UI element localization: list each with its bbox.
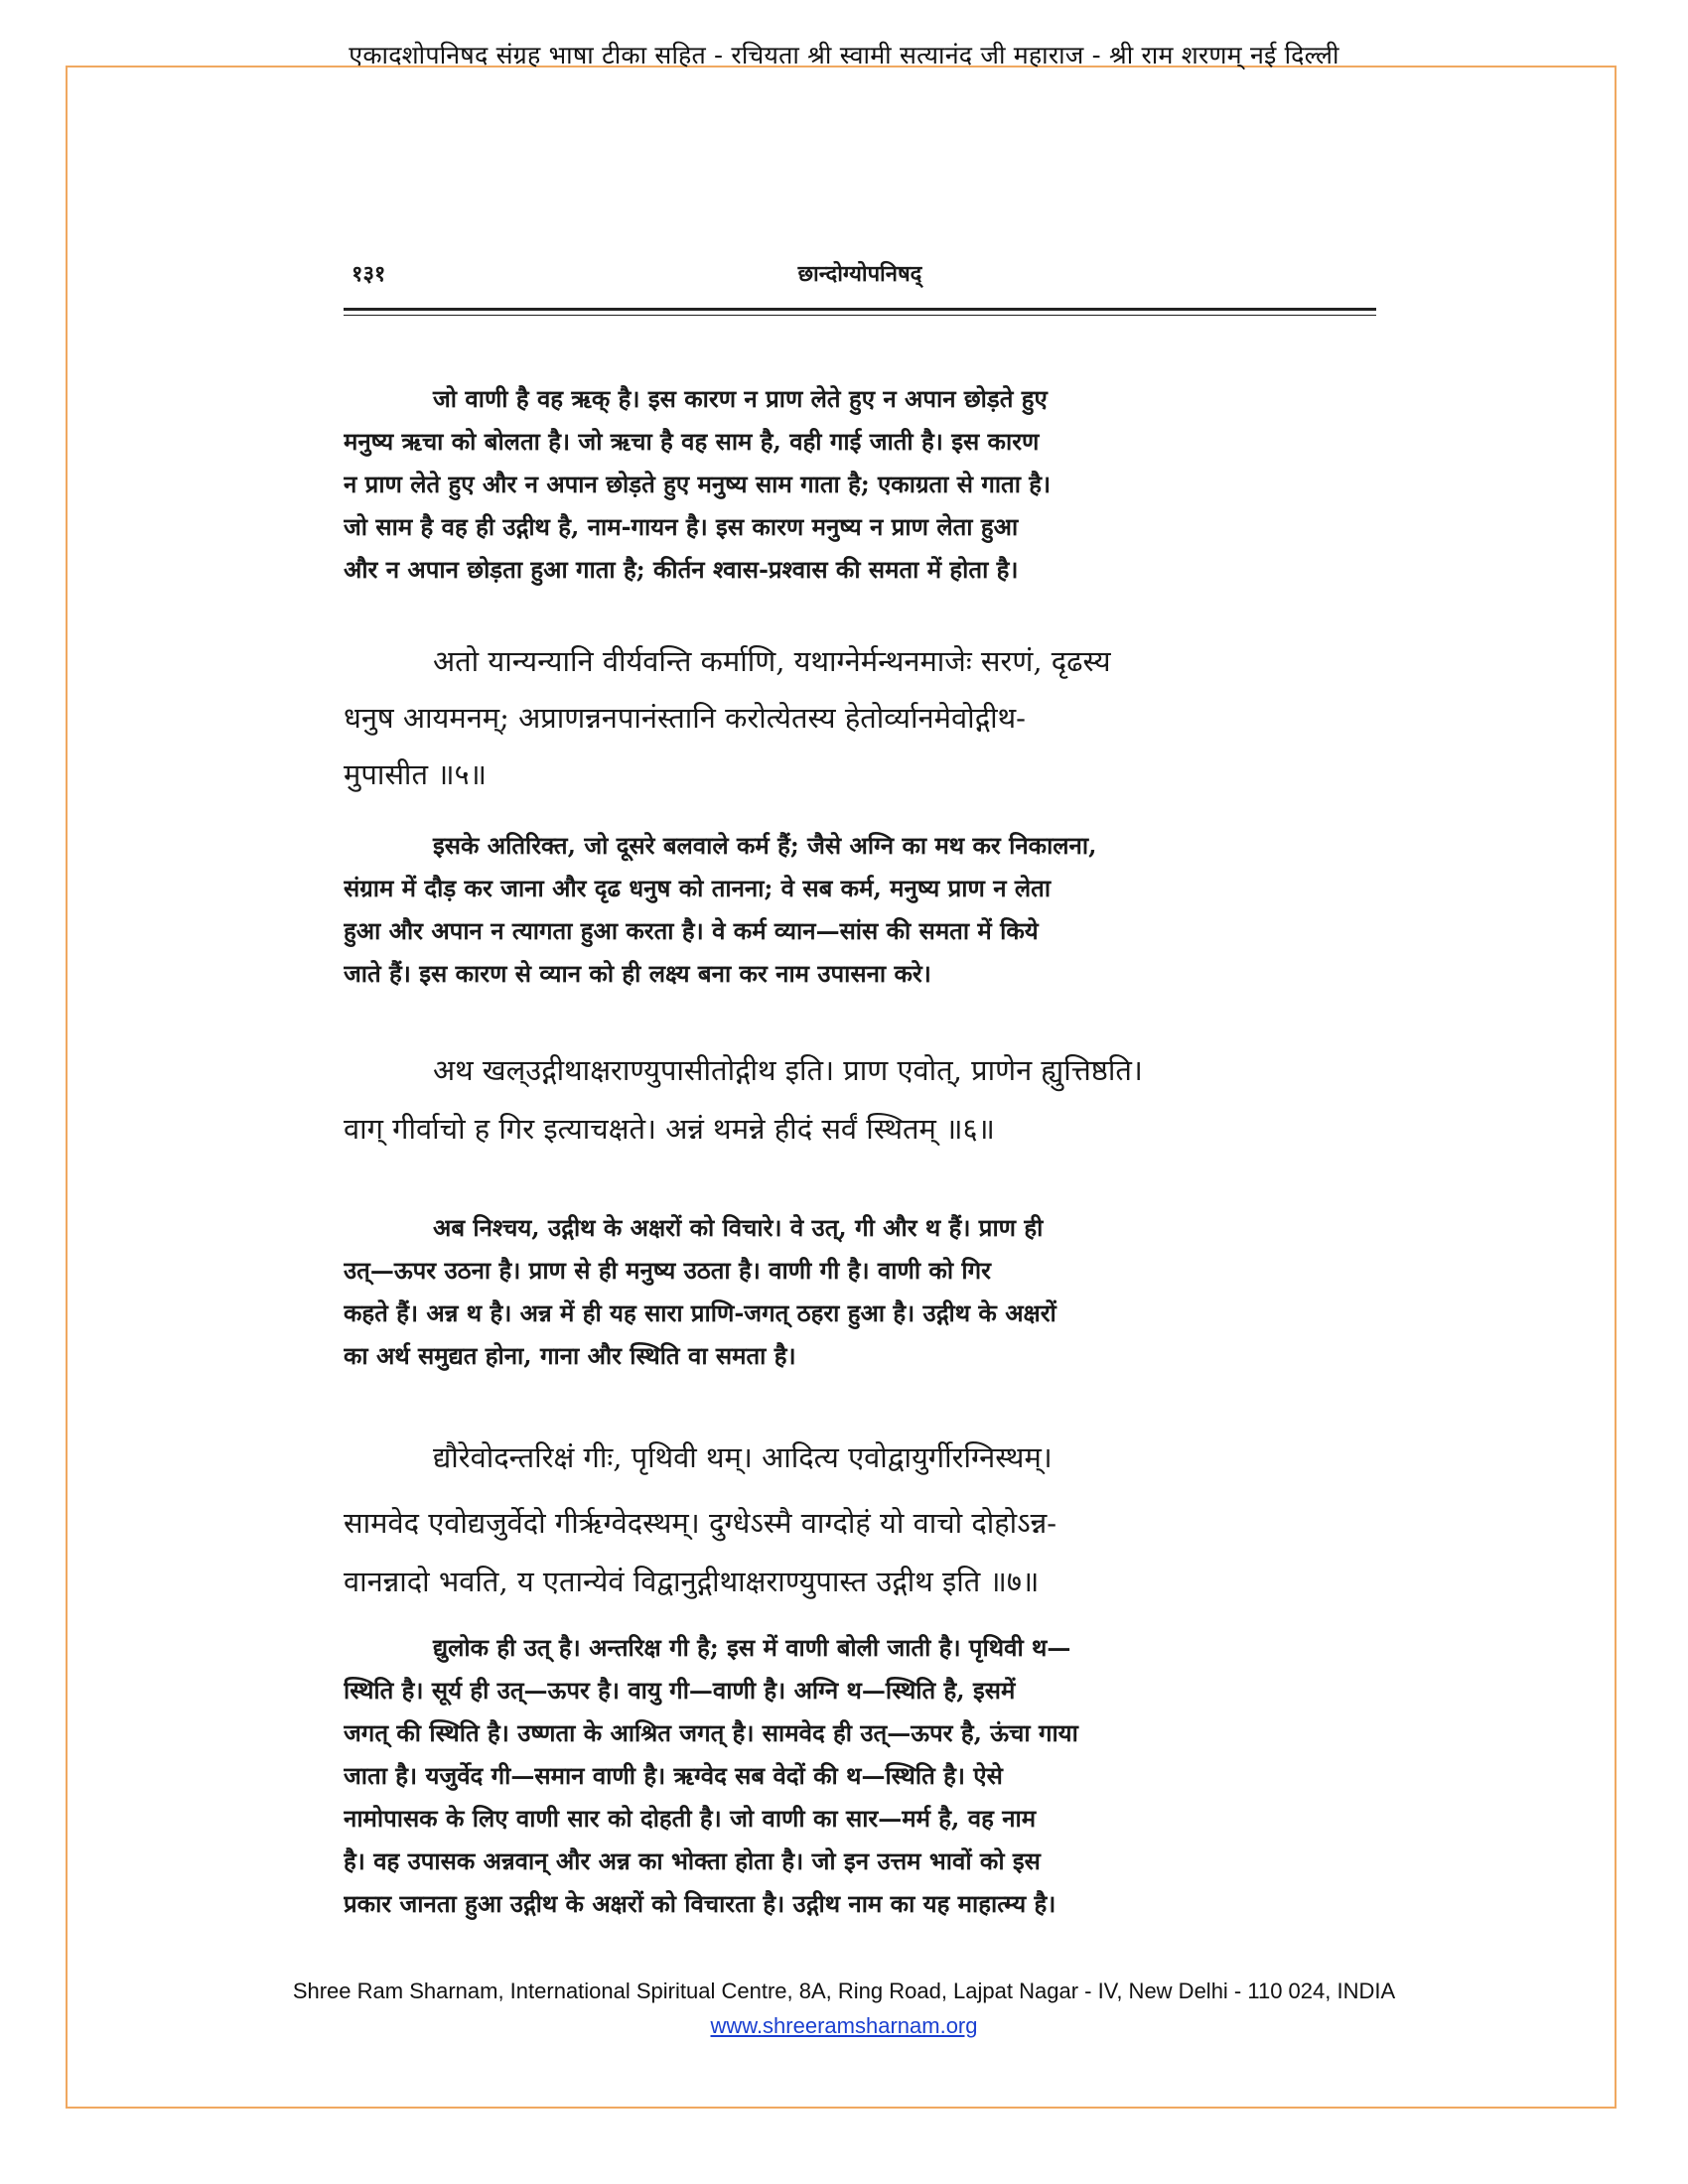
text-line: उत्—ऊपर उठना है। प्राण से ही मनुष्य उठता है। वाणी गी है। वाणी को गिर <box>344 1256 991 1285</box>
text-line: मनुष्य ऋचा को बोलता है। जो ऋचा है वह साम है, वही गाई जाती है। इस कारण <box>344 427 1040 456</box>
verse-line: वानन्नादो भवति, य एतान्येवं विद्वानुद्गीथाक्षराण्युपास्त उद्गीथ इति ॥७॥ <box>344 1565 1040 1598</box>
text-line: न प्राण लेते हुए और न अपान छोड़ते हुए मनुष्य साम गाता है; एकाग्रता से गाता है। <box>344 470 1052 498</box>
text-line: द्युलोक ही उत् है। अन्तरिक्ष गी है; इस में वाणी बोली जाती है। पृथिवी थ— <box>433 1633 1071 1662</box>
verse-line: धनुष आयमनम्; अप्राणन्ननपानंस्तानि करोत्येतस्य हेतोर्व्यानमेवोद्गीथ- <box>344 701 1026 735</box>
text-line: जो साम है वह ही उद्गीथ है, नाम-गायन है। इस कारण मनुष्य न प्राण लेता हुआ <box>344 512 1019 541</box>
verse-6 <box>344 1037 1376 1155</box>
text-line: जाते हैं। इस कारण से व्यान को ही लक्ष्य बना कर नाम उपासना करे। <box>344 959 931 988</box>
paragraph-3 <box>344 1206 1376 1377</box>
text-line: कहते हैं। अन्न थ है। अन्न में ही यह सारा प्राणि-जगत् ठहरा हुआ है। उद्गीथ के अक्षरों <box>344 1298 1056 1327</box>
text-line: का अर्थ समुद्यत होना, गाना और स्थिति वा समता है। <box>344 1341 796 1370</box>
verse-line: अतो यान्यन्यानि वीर्यवन्ति कर्माणि, यथाग्नेर्मन्थनमाजेः सरणं, दृढस्य <box>433 644 1111 678</box>
document-header: एकादशोपनिषद संग्रह भाषा टीका सहित - रचियता श्री स्वामी सत्यानंद जी महाराज - श्री राम शरणम् नई दिल्ली <box>349 41 1339 69</box>
header-rule-thin <box>344 315 1376 316</box>
page-head <box>344 258 1376 298</box>
paragraph-4 <box>344 1626 1376 1925</box>
header-rule-thick <box>344 308 1376 311</box>
text-line: इसके अतिरिक्त, जो दूसरे बलवाले कर्म हैं; जैसे अग्नि का मथ कर निकालना, <box>433 831 1097 860</box>
text-line: जो वाणी है वह ऋक् है। इस कारण न प्राण लेते हुए न अपान छोड़ते हुए <box>433 384 1048 413</box>
text-line: जगत् की स्थिति है। उष्णता के आश्रित जगत् है। सामवेद ही उत्—ऊपर है, ऊंचा गाया <box>344 1718 1078 1747</box>
text-line: संग्राम में दौड़ कर जाना और दृढ धनुष को तानना; वे सब कर्म, मनुष्य प्राण न लेता <box>344 874 1052 902</box>
verse-line: मुपासीत ॥५॥ <box>344 757 488 791</box>
text-line: स्थिति है। सूर्य ही उत्—ऊपर है। वायु गी—वाणी है। अग्नि थ—स्थिति है, इसमें <box>344 1676 1016 1705</box>
verse-line: वाग् गीर्वाचो ह गिर इत्याचक्षते। अन्नं थमन्ने हीदं सर्वं स्थितम् ॥६॥ <box>344 1112 995 1146</box>
text-line: जाता है। यजुर्वेद गी—समान वाणी है। ऋग्वेद सब वेदों की थ—स्थिति है। ऐसे <box>344 1761 1003 1790</box>
page-number: १३१ <box>352 261 386 287</box>
text-line: अब निश्चय, उद्गीथ के अक्षरों को विचारे। वे उत्, गी और थ हैं। प्राण ही <box>433 1213 1044 1242</box>
footer-address: Shree Ram Sharnam, International Spiritual Centre, 8A, Ring Road, Lajpat Nagar - IV, New Delhi - 110 024, INDIA <box>292 1979 1396 2003</box>
verse-5 <box>344 635 1376 800</box>
text-line: है। वह उपासक अन्नवान् और अन्न का भोक्ता होता है। जो इन उत्तम भावों को इस <box>344 1846 1041 1875</box>
website-link[interactable]: www.shreeramsharnam.org <box>710 2013 978 2038</box>
page-title: छान्दोग्योपनिषद् <box>797 261 922 287</box>
scanned-page <box>344 258 1376 1956</box>
text-line: नामोपासक के लिए वाणी सार को दोहती है। जो वाणी का सार—मर्म है, वह नाम <box>344 1804 1037 1833</box>
paragraph-1 <box>344 377 1376 591</box>
verse-7 <box>344 1425 1376 1607</box>
text-line: प्रकार जानता हुआ उद्गीथ के अक्षरों को विचारता है। उद्गीथ नाम का यह माहात्म्य है। <box>344 1889 1056 1918</box>
verse-line: अथ खल्उद्गीथाक्षराण्युपासीतोद्गीथ इति। प्राण एवोत्, प्राणेन ह्युत्तिष्ठति। <box>433 1053 1143 1087</box>
text-line: और न अपान छोड़ता हुआ गाता है; कीर्तन श्वास-प्रश्वास की समता में होता है। <box>344 555 1019 584</box>
verse-line: द्यौरेवोदन्तरिक्षं गीः, पृथिवी थम्। आदित्य एवोद्वायुर्गीरग्निस्थम्। <box>433 1440 1053 1474</box>
text-line: हुआ और अपान न त्यागता हुआ करता है। वे कर्म व्यान—सांस की समता में किये <box>344 916 1039 945</box>
verse-line: सामवेद एवोद्यजुर्वेदो गीर्ऋग्वेदस्थम्। दुग्धेऽस्मै वाग्दोहं यो वाचो दोहोऽन्न- <box>344 1506 1057 1540</box>
paragraph-2 <box>344 824 1376 995</box>
